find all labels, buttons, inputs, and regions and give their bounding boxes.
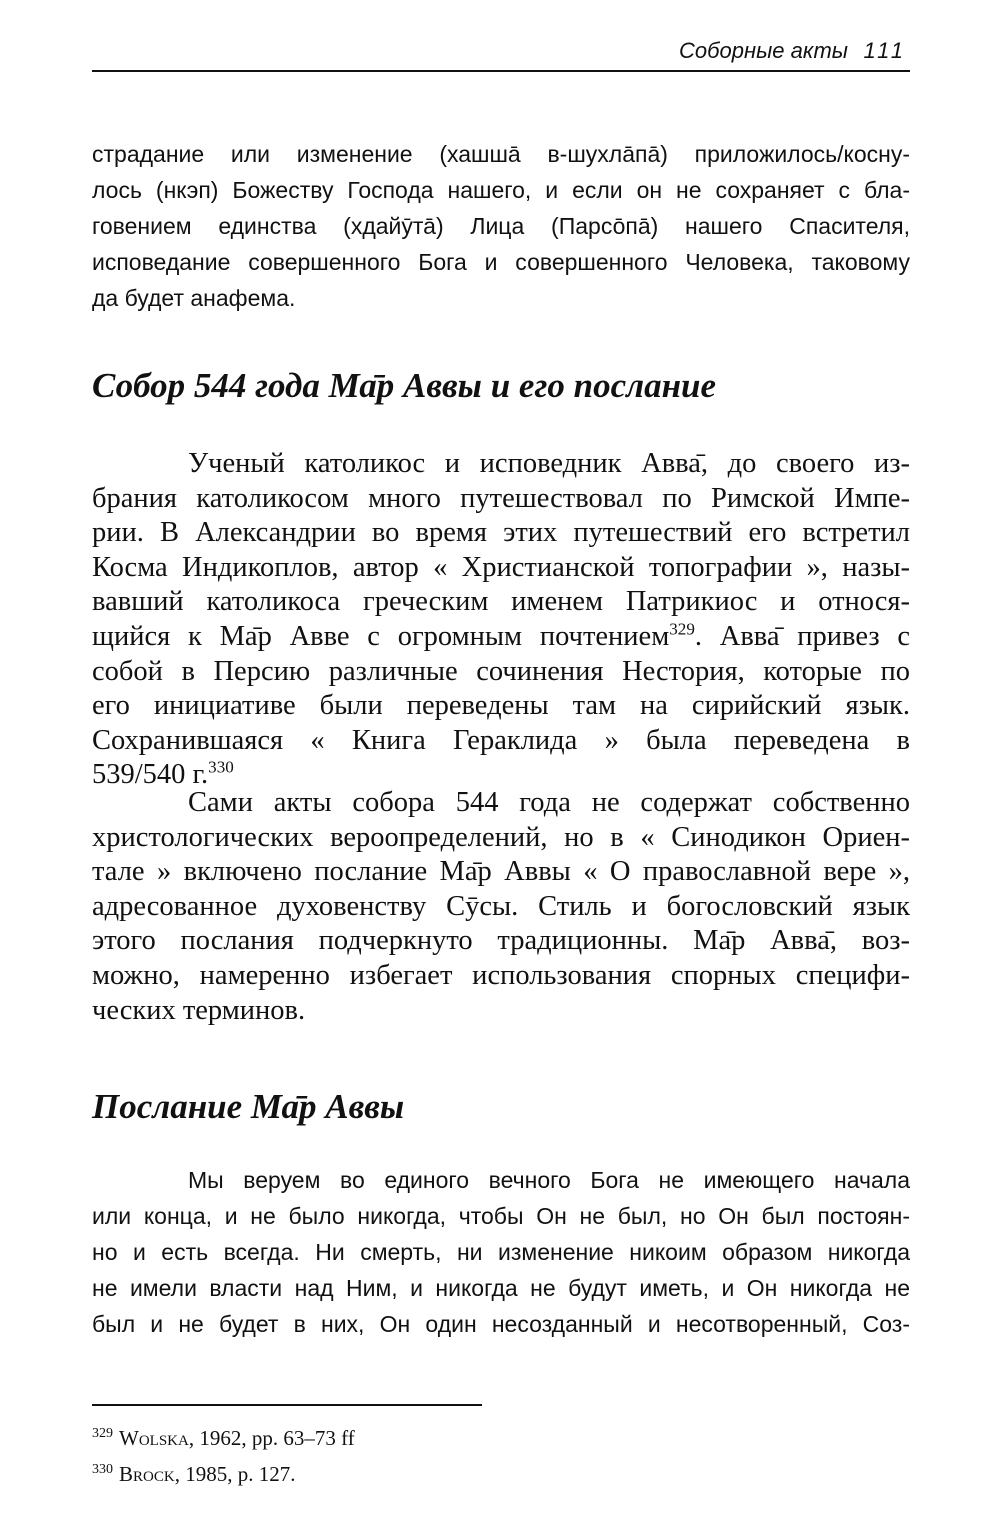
text-line: говением единства (хдайӯта̄) Лица (Парсо̄па̄) нашего Спасителя, [92,213,910,239]
text-line: не имели власти над Ним, и никогда не будут иметь, и Он никогда не [92,1275,910,1301]
footnote-citation: , 1985, p. 127. [174,1462,296,1486]
footnote-author: Wolska [119,1426,189,1450]
section2-paragraph [92,1162,910,1342]
text-line: или конца, и не было никогда, чтобы Он не был, но Он был постоян- [92,1203,910,1229]
footnote-citation: , 1962, pp. 63–73 ff [188,1426,355,1450]
text-line: христологических вероопределений, но в « Синодикон Ориен- [92,821,910,853]
text-line: ческих терминов. [92,994,306,1026]
text-line: рии. В Александрии во время этих путешествий его встретил [92,517,910,549]
section1-paragraph1 [92,447,910,793]
text-line: Мы веруем во единого вечного Бога не имеющего начала [188,1167,910,1193]
text-line: собой в Персию различные сочинения Нестория, которые по [92,655,910,687]
page-number: 111 [863,38,906,63]
section-heading-epistle: Послание Ма̄р Аввы [92,1087,405,1126]
text-line: исповедание совершенного Бога и совершенного Человека, таковому [92,249,910,275]
text-line: Ученый католикос и исповедник Авва̄, до своего из- [188,448,910,479]
footnote-number: 329 [92,1426,113,1441]
footnote-rule [92,1404,482,1406]
text-line: тале » включено послание Ма̄р Аввы « О православной вере », [92,856,910,888]
text-line: этого послания подчеркнуто традиционны. Ма̄р Авва̄, воз- [92,925,910,957]
footnote-number: 330 [92,1462,113,1477]
text-line: можно, намеренно избегает использования спорных специфи- [92,959,910,991]
running-title: Соборные акты [679,38,848,63]
text-line: лось (нкэп) Божеству Господа нашего, и если он не сохраняет с бла- [92,177,910,203]
text-line: Сами акты собора 544 года не содержат собственно [188,787,910,818]
footnote-329[interactable] [92,1418,355,1454]
text-line: да будет анафема. [92,285,296,311]
text-line: был и не будет в них, Он один несозданный и несотворенный, Соз- [92,1311,910,1337]
footnote-ref-329[interactable]: 329 [669,619,695,639]
text-line-with-footnote [92,620,910,655]
section-heading-council-544: Собор 544 года Ма̄р Аввы и его послание [92,366,717,405]
footnotes [92,1418,355,1490]
text-line: Косма Индикоплов, автор « Христианской топографии », назы- [92,551,910,583]
text-line: брания католикосом много путешествовал по Римской Импе- [92,482,910,514]
section1-paragraph2 [92,786,910,1028]
text-segment: 539/540 г. [92,759,209,791]
intro-paragraph [92,136,910,316]
footnote-ref-330[interactable]: 330 [208,757,234,777]
text-line: Сохранившаяся « Книга Гераклида » была переведена в [92,724,910,756]
footnote-author: Brock [119,1462,175,1486]
footnote-330[interactable] [92,1454,355,1490]
text-line: вавший католикоса греческим именем Патрикиос и относя- [92,586,910,618]
text-segment: щийся к Ма̄р Авве с огромным почтением [92,620,670,652]
text-line: его инициативе были переведены там на сирийский язык. [92,690,910,722]
text-line: адресованное духовенству Сӯсы. Стиль и богословский язык [92,890,910,922]
text-line: но и есть всегда. Ни смерть, ни изменение никоим образом никогда [92,1239,910,1265]
running-head [92,34,910,72]
text-segment: . Авва̄ привез с [694,620,910,652]
text-line: страдание или изменение (хашша̄ в-шухла̄па̄) приложилось/косну- [92,141,910,167]
